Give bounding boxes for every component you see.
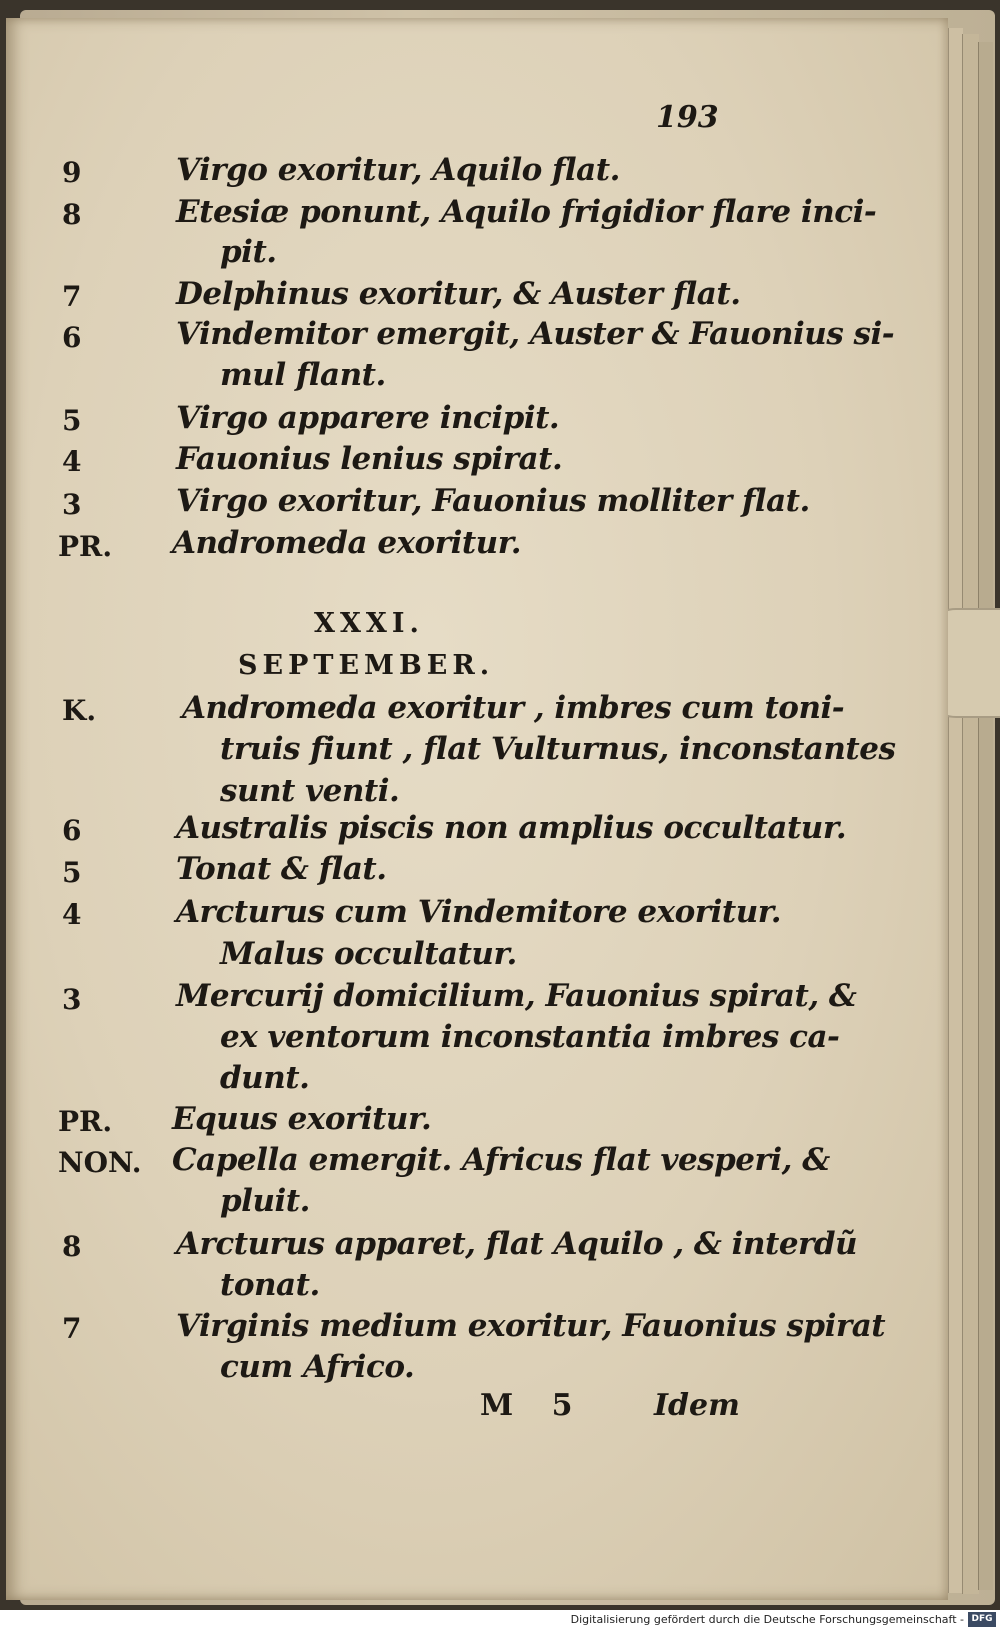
entry-line: Australis piscis non amplius occultatur. <box>176 810 847 846</box>
entry-line: Mercurij domicilium, Fauonius spirat, & <box>176 978 857 1014</box>
day-label: 3 <box>62 488 82 521</box>
entry-line: Delphinus exoritur, & Auster flat. <box>176 276 741 312</box>
entry-line: Virgo exoritur, Fauonius molliter flat. <box>176 483 810 519</box>
day-label: 4 <box>62 445 82 478</box>
entry-line: Tonat & flat. <box>176 851 387 887</box>
day-label: K. <box>62 694 97 727</box>
entry-line: Equus exoritur. <box>172 1101 432 1137</box>
entry-line: Arcturus cum Vindemitore exoritur. <box>176 894 782 930</box>
entry-line: dunt. <box>220 1060 310 1096</box>
entry-line: Andromeda exoritur , imbres cum toni- <box>182 690 845 726</box>
entry-line: pit. <box>220 234 277 270</box>
book-page <box>6 18 948 1600</box>
day-label: 7 <box>62 1312 82 1345</box>
day-label: 6 <box>62 814 82 847</box>
entry-line: Virginis medium exoritur, Fauonius spirat <box>176 1308 886 1344</box>
entry-line: Etesiæ ponunt, Aquilo frigidior flare inci- <box>176 194 877 230</box>
entry-line: pluit. <box>220 1183 310 1219</box>
day-label: 5 <box>62 404 82 437</box>
day-label: 6 <box>62 321 82 354</box>
page-edge <box>978 42 993 1590</box>
day-label: 4 <box>62 898 82 931</box>
signature-mark: M 5 <box>480 1388 587 1423</box>
footer-credit: Digitalisierung gefördert durch die Deutsche Forschungsgemeinschaft - <box>570 1613 964 1626</box>
day-label: 3 <box>62 983 82 1016</box>
digitization-footer <box>0 1610 1000 1630</box>
day-label: PR. <box>58 1105 113 1138</box>
section-month: SEPTEMBER. <box>238 650 495 681</box>
catchword: Idem <box>654 1388 740 1423</box>
day-label: 8 <box>62 198 82 231</box>
entry-line: sunt venti. <box>220 773 400 809</box>
entry-line: Virgo exoritur, Aquilo flat. <box>176 152 620 188</box>
entry-line: cum Africo. <box>220 1349 415 1385</box>
day-label: PR. <box>58 530 113 563</box>
day-label: 9 <box>62 156 82 189</box>
entry-line: Vindemitor emergit, Auster & Fauonius si- <box>176 316 895 352</box>
page-edge <box>962 34 979 1594</box>
dfg-logo-icon: DFG <box>968 1612 996 1627</box>
page-edge <box>948 28 963 1593</box>
day-label: 5 <box>62 856 82 889</box>
page-text <box>6 18 948 1600</box>
entry-line: Capella emergit. Africus flat vesperi, & <box>172 1142 830 1178</box>
entry-line: Andromeda exoritur. <box>172 525 521 561</box>
entry-line: mul flant. <box>220 357 386 393</box>
day-label: 8 <box>62 1230 82 1263</box>
day-label: 7 <box>62 280 82 313</box>
entry-line: Virgo apparere incipit. <box>176 400 560 436</box>
entry-line: tonat. <box>220 1267 320 1303</box>
entry-line: Fauonius lenius spirat. <box>176 441 563 477</box>
section-number: XXXI. <box>314 608 424 639</box>
day-label: NON. <box>58 1146 142 1179</box>
entry-line: Arcturus apparet, flat Aquilo , & interdũ <box>176 1226 858 1262</box>
page-number: 193 <box>656 100 719 135</box>
entry-line: Malus occultatur. <box>220 936 517 972</box>
entry-line: truis fiunt , flat Vulturnus, inconstantes <box>220 731 896 767</box>
entry-line: ex ventorum inconstantia imbres ca- <box>220 1019 840 1055</box>
